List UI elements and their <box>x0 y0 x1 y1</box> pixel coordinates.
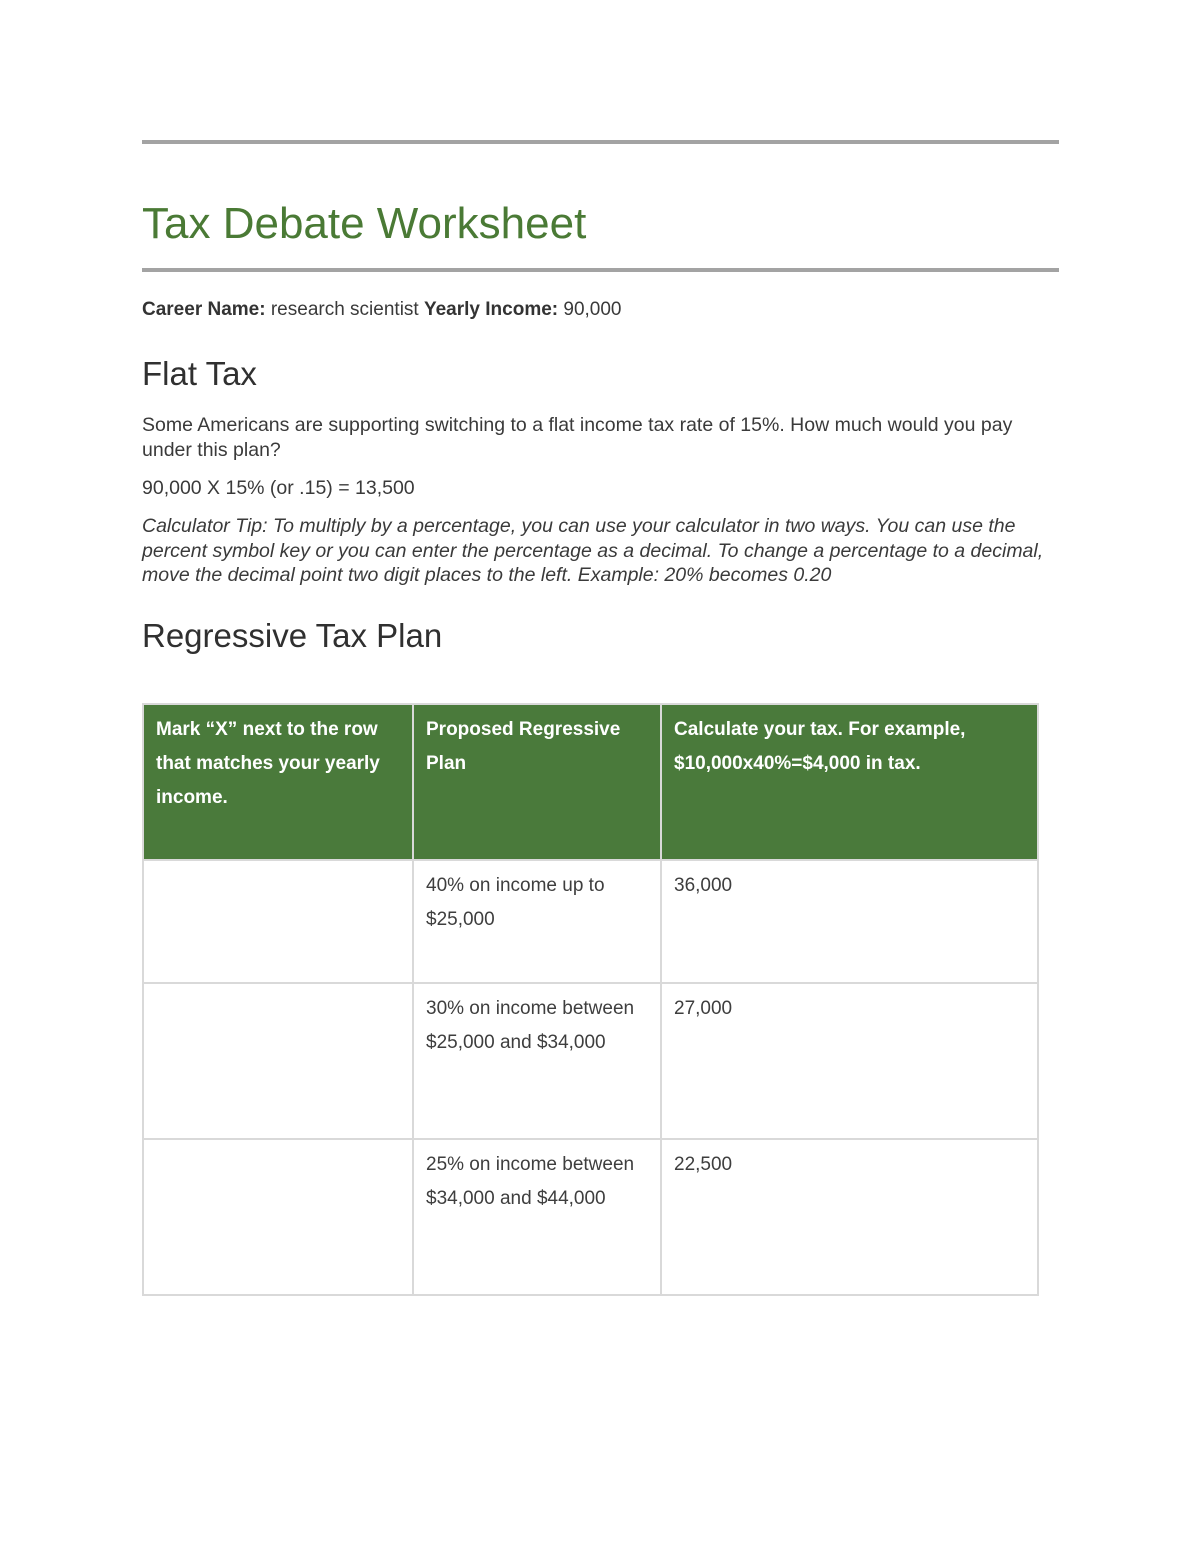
mark-cell[interactable] <box>143 1139 413 1295</box>
regressive-tax-table <box>142 703 1039 1296</box>
table-row <box>143 860 1038 983</box>
plan-cell: 30% on income between $25,000 and $34,000 <box>413 983 661 1139</box>
table-header-row <box>143 704 1038 860</box>
page-title: Tax Debate Worksheet <box>142 199 587 248</box>
yearly-income-label: Yearly Income: <box>423 299 559 320</box>
table-row <box>143 983 1038 1139</box>
flat-tax-calculation: 90,000 X 15% (or .15) = 13,500 <box>142 477 415 499</box>
career-name-label: Career Name: <box>142 299 266 320</box>
plan-cell: 25% on income between $34,000 and $44,000 <box>413 1139 661 1295</box>
header-plan-column: Proposed Regressive Plan <box>413 704 661 860</box>
mark-cell[interactable] <box>143 983 413 1139</box>
top-divider <box>142 140 1059 144</box>
header-tax-column: Calculate your tax. For example, $10,000x40%=$4,000 in tax. <box>661 704 1038 860</box>
calculator-tip: Calculator Tip: To multiply by a percentage, you can use your calculator in two ways. You can use the percent symbol key or you can enter the percentage as a decimal. To change a percentage to a decimal, move the decimal point two digit places to the left. Example: 20% becomes 0.20 <box>142 515 1044 586</box>
header-mark-column: Mark “X” next to the row that matches your yearly income. <box>143 704 413 860</box>
tax-cell[interactable]: 36,000 <box>661 860 1038 983</box>
career-name-value: research scientist <box>265 299 424 320</box>
yearly-income-value: 90,000 <box>558 299 622 320</box>
title-divider <box>142 268 1059 272</box>
career-info-line <box>142 298 622 322</box>
tax-cell[interactable]: 27,000 <box>661 983 1038 1139</box>
regressive-tax-heading: Regressive Tax Plan <box>142 617 443 654</box>
flat-tax-heading: Flat Tax <box>142 355 257 392</box>
plan-cell: 40% on income up to $25,000 <box>413 860 661 983</box>
mark-cell[interactable] <box>143 860 413 983</box>
flat-tax-intro: Some Americans are supporting switching to a flat income tax rate of 15%. How much would you pay under this plan? <box>142 414 1013 461</box>
table-row <box>143 1139 1038 1295</box>
tax-cell[interactable]: 22,500 <box>661 1139 1038 1295</box>
